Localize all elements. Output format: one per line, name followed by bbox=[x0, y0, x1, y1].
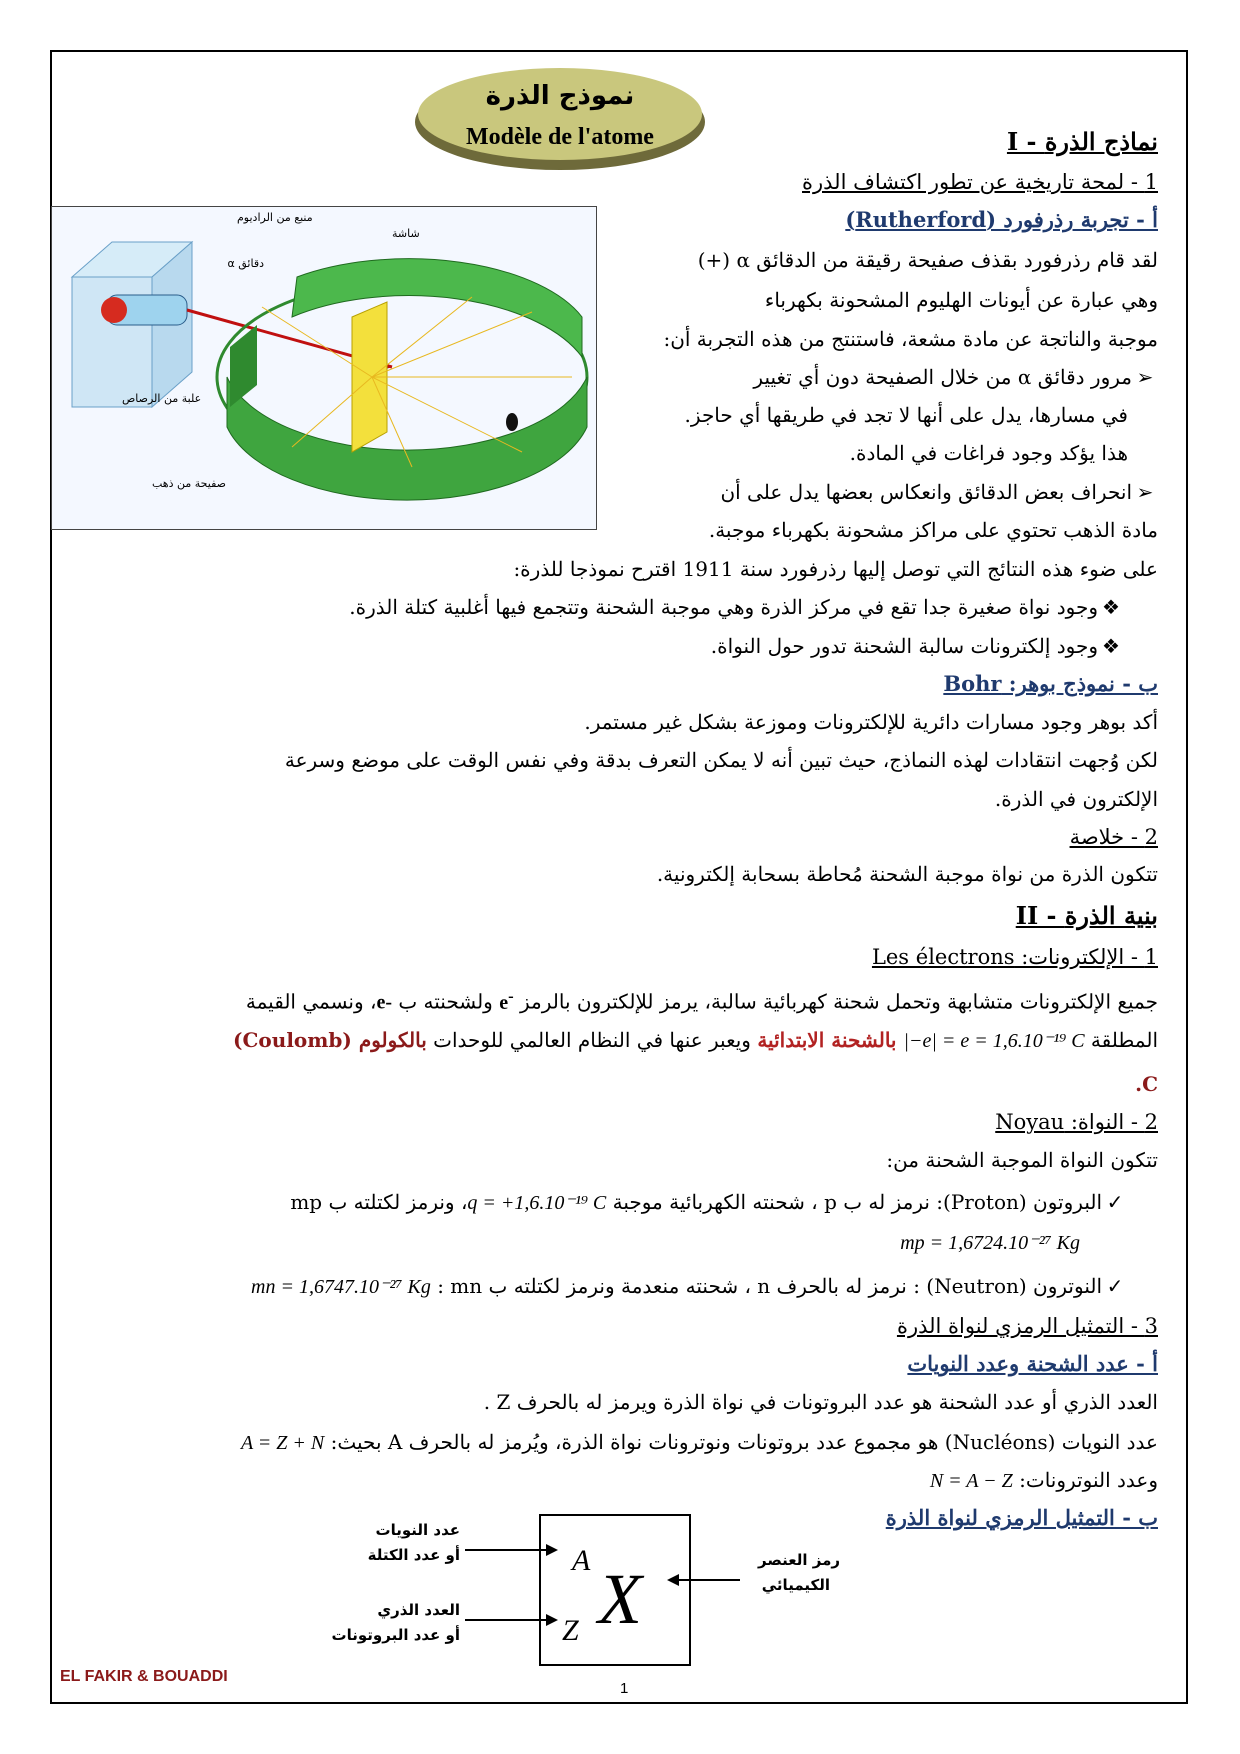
symbolic-sub-a: أ - عدد الشحنة وعدد النويات bbox=[907, 1351, 1158, 1376]
rutherford-bullet-1c: هذا يؤكد وجود فراغات في المادة. bbox=[849, 441, 1128, 465]
summary-heading: 2 - خلاصة bbox=[1069, 825, 1158, 849]
arrow-bullet-icon: ➢ bbox=[1136, 365, 1154, 389]
fig1-label-screen: شاشة bbox=[392, 227, 420, 240]
rutherford-p2: وهي عبارة عن أيونات الهليوم المشحونة بكهرباء bbox=[764, 288, 1158, 312]
fig1-label-lead-box: علبة من الرصاص bbox=[122, 392, 202, 405]
rutherford-diagram bbox=[52, 207, 596, 529]
summary-text: تتكون الذرة من نواة موجبة الشحنة مُحاطة بسحابة إلكترونية. bbox=[656, 862, 1158, 886]
rutherford-bullet-1a: ➢مرور دقائق α من خلال الصفيحة دون أي تغيير bbox=[753, 363, 1158, 391]
electrons-p3: .C bbox=[1135, 1072, 1158, 1096]
rutherford-figure bbox=[51, 206, 597, 530]
fig1-label-particles: دقائق α bbox=[227, 257, 264, 270]
rutherford-p4: على ضوء هذه النتائج التي توصل إليها رذرفورد سنة 1911 اقترح نموذجا للذرة: bbox=[513, 557, 1158, 581]
rutherford-bullet-2a: ➢انحراف بعض الدقائق وانعكاس بعضها يدل على أن bbox=[720, 478, 1158, 506]
proton-line: ✓البروتون (Proton): نرمز له ب p ، شحنته الكهربائية موجبة q = +1,6.10⁻¹⁹ C، ونرمز لكتلته ب mp bbox=[290, 1188, 1128, 1217]
section-1-1-heading: 1 - لمحة تاريخية عن تطور اكتشاف الذرة bbox=[802, 170, 1158, 194]
mass-label-1: عدد النويات bbox=[375, 1521, 460, 1539]
title-french: Modèle de l'atome bbox=[466, 124, 654, 150]
electrons-p2: المطلقة |−e| = e = 1,6.10⁻¹⁹ C بالشحنة الابتدائية ويعبر عنها في النظام العالمي للوحدات بالكولوم (Coulomb) bbox=[233, 1028, 1158, 1052]
atomic-label-2: أو عدد البروتونات bbox=[331, 1626, 460, 1644]
mass-label-2: أو عدد الكتلة bbox=[367, 1546, 460, 1564]
title-arabic: نموذج الذرة bbox=[485, 81, 635, 111]
arrow-bullet-icon: ➢ bbox=[1136, 480, 1154, 504]
neutron-line: ✓النوترون (Neutron) : نرمز له بالحرف n ، شحنته منعدمة ونرمز لكتلته ب mn : mn = 1,6747.10⁻²⁷ Kg bbox=[251, 1272, 1128, 1301]
bohr-heading: ب - نموذج بوهر: Bohr bbox=[943, 671, 1158, 696]
proton-mass: mp = 1,6724.10⁻²⁷ Kg bbox=[900, 1232, 1080, 1254]
mass-number-symbol: A bbox=[572, 1544, 591, 1577]
check-bullet-icon: ✓ bbox=[1106, 1274, 1124, 1298]
bohr-p1: أكد بوهر وجود مسارات دائرية للإلكترونات وموزعة بشكل غير مستمر. bbox=[584, 710, 1158, 734]
check-bullet-icon: ✓ bbox=[1106, 1190, 1124, 1214]
nucleus-heading: 2 - النواة: Noyau bbox=[995, 1110, 1158, 1134]
diamond-bullet-icon: ❖ bbox=[1102, 634, 1120, 658]
footer-authors: EL FAKIR & BOUADDI bbox=[60, 1668, 228, 1685]
rutherford-bullet-2b: مادة الذهب تحتوي على مراكز مشحونة بكهرباء موجبة. bbox=[708, 518, 1158, 542]
rutherford-model-2: ❖وجود إلكترونات سالبة الشحنة تدور حول النواة. bbox=[711, 632, 1124, 660]
section-1-heading: I - نماذج الذرة bbox=[1006, 127, 1158, 156]
element-symbol: X bbox=[598, 1559, 642, 1639]
rutherford-heading: أ - تجربة رذرفورد (Rutherford) bbox=[845, 207, 1158, 232]
element-label-1: رمز العنصر bbox=[758, 1551, 840, 1569]
radium-source-icon bbox=[101, 297, 127, 323]
electrons-heading: 1 - الإلكترونات: Les électrons bbox=[871, 945, 1158, 969]
title-badge bbox=[410, 56, 710, 176]
fig1-label-source: منبع من الراديوم bbox=[237, 211, 313, 224]
symbolic-p3: وعدد النوترونات: N = A − Z bbox=[929, 1468, 1158, 1492]
diamond-bullet-icon: ❖ bbox=[1102, 595, 1120, 619]
nuclide-notation-diagram bbox=[330, 1505, 870, 1675]
symbolic-p1: العدد الذري أو عدد الشحنة هو عدد البروتونات في نواة الذرة ويرمز له بالحرف Z . bbox=[483, 1390, 1158, 1414]
electrons-p1: جميع الإلكترونات متشابهة وتحمل شحنة كهربائية سالبة، يرمز للإلكترون بالرمز e- ولشحنته ب e-، ونسمي القيمة bbox=[245, 986, 1158, 1014]
rutherford-p1: لقد قام رذرفورد بقذف صفيحة رقيقة من الدقائق α (+) bbox=[697, 248, 1158, 272]
nucleus-p1: تتكون النواة الموجبة الشحنة من: bbox=[886, 1148, 1158, 1172]
page-number: 1 bbox=[620, 1680, 629, 1697]
rutherford-model-1: ❖وجود نواة صغيرة جدا تقع في مركز الذرة وهي موجبة الشحنة وتتجمع فيها أغلبية كتلة الذرة. bbox=[349, 593, 1124, 621]
atomic-label-1: العدد الذري bbox=[377, 1601, 460, 1619]
atomic-number-symbol: Z bbox=[562, 1614, 579, 1647]
bohr-p3: الإلكترون في الذرة. bbox=[994, 787, 1158, 811]
rutherford-p3: موجبة والناتجة عن مادة مشعة، فاستنتج من هذه التجربة أن: bbox=[663, 327, 1158, 351]
symbolic-p2: عدد النويات (Nucléons) هو مجموع عدد بروتونات ونوترونات نواة الذرة، ويُرمز له بالحرف A بحيث: A = Z + N bbox=[240, 1430, 1158, 1454]
rutherford-bullet-1b: في مسارها، يدل على أنها لا تجد في طريقها أي حاجز. bbox=[684, 403, 1128, 427]
bohr-p2: لكن وُجهت انتقادات لهذه النماذج، حيث تبين أنه لا يمكن التعرف بدقة وفي نفس الوقت على موضع وسرعة bbox=[284, 748, 1158, 772]
element-label-2: الكيميائي bbox=[761, 1576, 830, 1594]
elementary-charge-formula: |−e| = e = 1,6.10⁻¹⁹ C bbox=[903, 1030, 1085, 1052]
symbolic-heading: 3 - التمثيل الرمزي لنواة الذرة bbox=[896, 1314, 1158, 1338]
symbolic-sub-b: ب - التمثيل الرمزي لنواة الذرة bbox=[885, 1505, 1158, 1530]
section-2-heading: II - بنية الذرة bbox=[1015, 901, 1158, 930]
fig1-label-gold-foil: صفيحة من ذهب bbox=[152, 477, 226, 490]
